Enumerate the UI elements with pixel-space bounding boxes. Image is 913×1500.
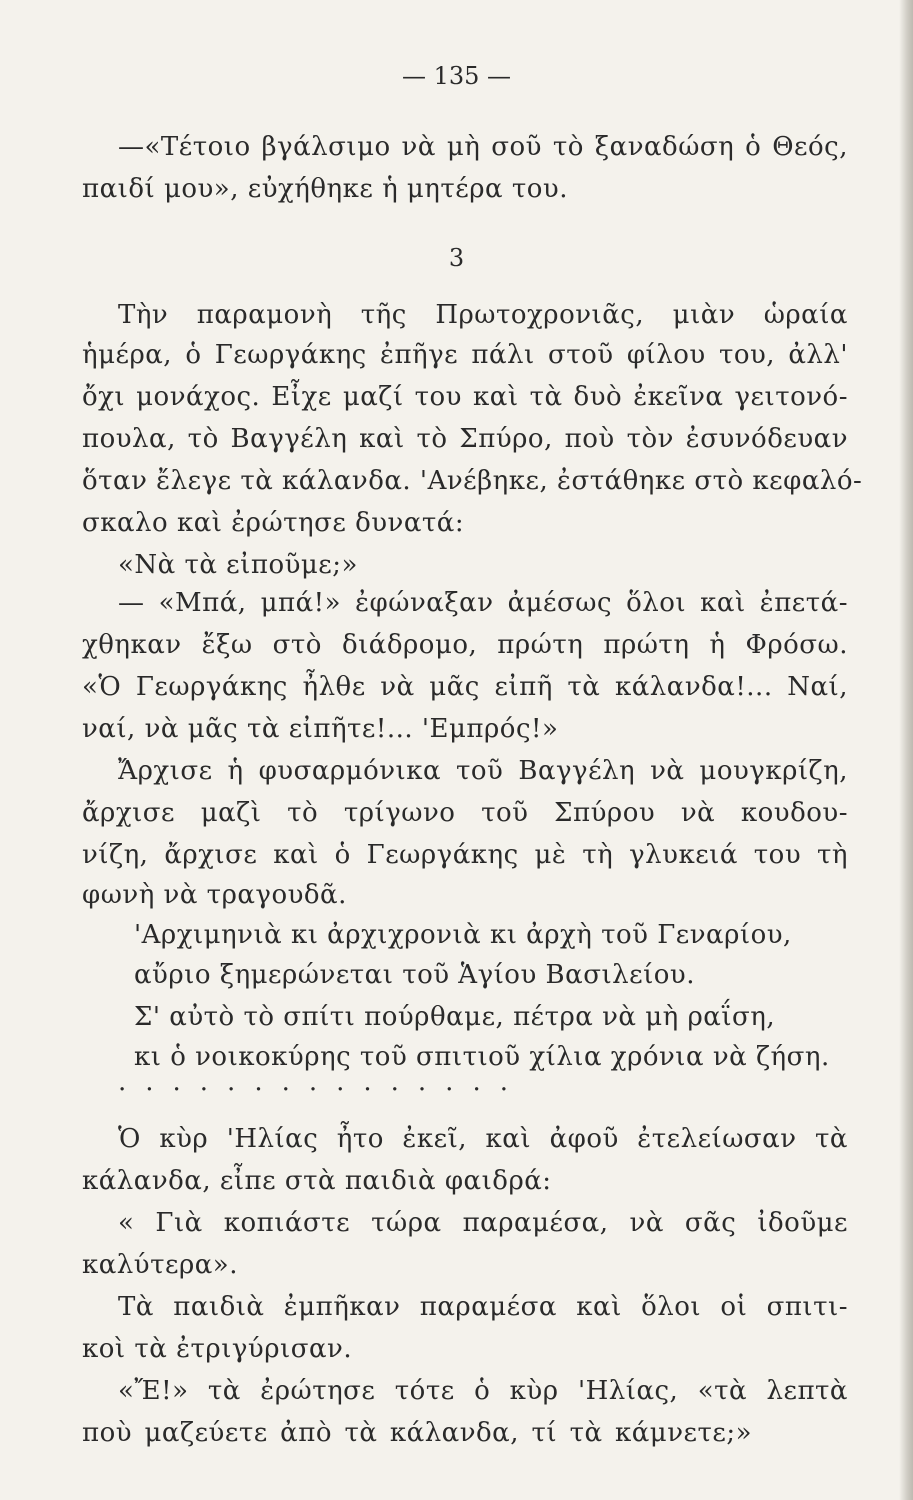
text-line: κοὶ τὰ ἐτριγύρισαν. xyxy=(82,1334,353,1364)
text-line: φωνὴ νὰ τραγουδᾶ. xyxy=(82,880,347,910)
verse-line: κι ὁ νοικοκύρης τοῦ σπιτιοῦ χίλια χρόνια νὰ ζήση. xyxy=(134,1042,830,1072)
text-line: χθηκαν ἔξω στὸ διάδρομο, πρώτη πρώτη ἡ Φρόσω. xyxy=(82,630,848,660)
text-line: ὅταν ἔλεγε τὰ κάλανδα. 'Ανέβηκε, ἐστάθηκε στὸ κεφαλό- xyxy=(82,466,863,496)
text-line: καλύτερα». xyxy=(82,1250,238,1280)
text-line: ἡμέρα, ὁ Γεωργάκης ἐπῆγε πάλι στοῦ φίλου του, ἀλλ' xyxy=(82,340,848,370)
text-line: Τὴν παραμονὴ τῆς Πρωτοχρονιᾶς, μιὰν ὡραία xyxy=(118,300,848,330)
text-line: ναί, νὰ μᾶς τὰ εἰπῆτε!... 'Εμπρός!» xyxy=(82,714,559,744)
text-line: κάλανδα, εἶπε στὰ παιδιὰ φαιδρά: xyxy=(82,1166,552,1196)
section-separator: ............... xyxy=(118,1067,527,1097)
page-edge-shadow xyxy=(899,0,913,1500)
text-line: ποὺ μαζεύετε ἀπὸ τὰ κάλανδα, τί τὰ κάμνετε;» xyxy=(82,1418,752,1448)
text-line: ἄρχισε μαζὶ τὸ τρίγωνο τοῦ Σπύρου νὰ κουδου- xyxy=(82,798,848,828)
page-number: — 135 — xyxy=(401,62,512,90)
text-line: Ἄρχισε ἡ φυσαρμόνικα τοῦ Βαγγέλη νὰ μουγκρίζη, xyxy=(118,756,848,786)
text-line: ὄχι μονάχος. Εἶχε μαζί του καὶ τὰ δυὸ ἐκεῖνα γειτονό- xyxy=(82,382,848,412)
verse-line: Σ' αὐτὸ τὸ σπίτι πούρθαμε, πέτρα νὰ μὴ ραΐση, xyxy=(134,1002,776,1032)
text-line: σκαλο καὶ ἐρώτησε δυνατά: xyxy=(82,508,465,538)
text-line: νίζη, ἄρχισε καὶ ὁ Γεωργάκης μὲ τὴ γλυκειά του τὴ xyxy=(82,840,848,870)
section-number: 3 xyxy=(448,244,465,272)
text-line: παιδί μου», εὐχήθηκε ἡ μητέρα του. xyxy=(82,174,568,204)
text-line: «Νὰ τὰ εἰποῦμε;» xyxy=(118,550,358,580)
text-line: « Γιὰ κοπιάστε τώρα παραμέσα, νὰ σᾶς ἰδοῦμε xyxy=(118,1208,848,1238)
verse-line: αὔριο ξημερώνεται τοῦ Ἁγίου Βασιλείου. xyxy=(134,960,696,990)
text-line: Τὰ παιδιὰ ἐμπῆκαν παραμέσα καὶ ὅλοι οἱ σπιτι- xyxy=(118,1292,848,1322)
text-line: Ὁ κὺρ 'Ηλίας ἦτο ἐκεῖ, καὶ ἀφοῦ ἐτελείωσαν τὰ xyxy=(118,1124,848,1154)
text-line: —«Τέτοιο βγάλσιμο νὰ μὴ σοῦ τὸ ξαναδώση ὁ Θεός, xyxy=(118,132,848,162)
text-line: πουλα, τὸ Βαγγέλη καὶ τὸ Σπύρο, ποὺ τὸν ἐσυνόδευαν xyxy=(82,424,848,454)
text-line: «Ἔ!» τὰ ἐρώτησε τότε ὁ κὺρ 'Ηλίας, «τὰ λεπτὰ xyxy=(118,1376,848,1406)
text-line: «Ὁ Γεωργάκης ἦλθε νὰ μᾶς εἰπῆ τὰ κάλανδα!... Ναί, xyxy=(82,672,848,702)
text-line: — «Μπά, μπά!» ἐφώναξαν ἀμέσως ὅλοι καὶ ἐπετά- xyxy=(118,588,848,618)
verse-line: 'Αρχιμηνιὰ κι ἀρχιχρονιὰ κι ἀρχὴ τοῦ Γεναρίου, xyxy=(134,920,792,950)
